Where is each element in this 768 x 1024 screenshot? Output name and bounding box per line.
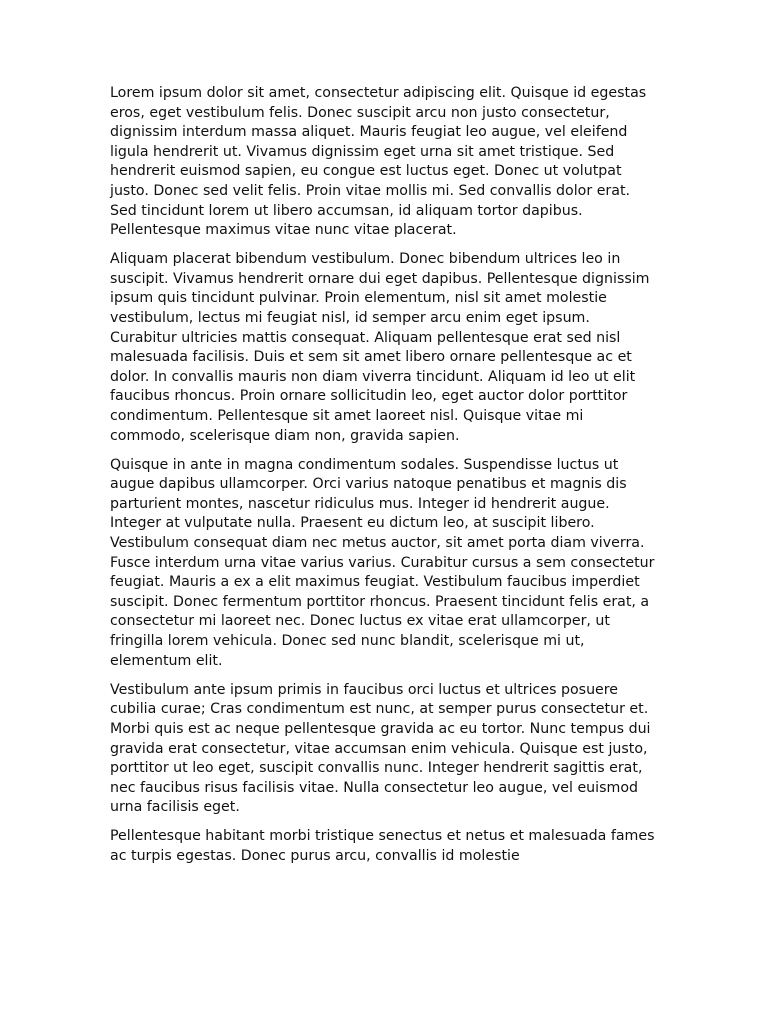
paragraph-3: Quisque in ante in magna condimentum sodales. Suspendisse luctus ut augue dapibus ullamcorper. Orci varius natoque penatibus et magnis dis parturient montes, nascetur ridiculus mus. Integer id hendrerit augue. Integer at vulputate nulla. Praesent eu dictum leo, at suscipit libero. Vestibulum consequat diam nec metus auctor, sit amet porta diam viverra. Fusce interdum urna vitae varius varius. Curabitur cursus a sem consectetur feugiat. Mauris a ex a elit maximus feugiat. Vestibulum faucibus imperdiet suscipit. Donec fermentum porttitor rhoncus. Praesent tincidunt felis erat, a consectetur mi laoreet nec. Donec luctus ex vitae erat ullamcorper, ut fringilla lorem vehicula. Donec sed nunc blandit, scelerisque mi ut, elementum elit.: [110, 456, 655, 669]
paragraph-2: Aliquam placerat bibendum vestibulum. Donec bibendum ultrices leo in suscipit. Vivamus hendrerit ornare dui eget dapibus. Pellentesque dignissim ipsum quis tincidunt pulvinar. Proin elementum, nisl sit amet molestie vestibulum, lectus mi feugiat nisl, id semper arcu enim eget ipsum. Curabitur ultricies mattis consequat. Aliquam pellentesque erat sed nisl malesuada facilisis. Duis et sem sit amet libero ornare pellentesque ac et dolor. In convallis mauris non diam viverra tincidunt. Aliquam id leo ut elit faucibus rhoncus. Proin ornare sollicitudin leo, eget auctor dolor porttitor condimentum. Pellentesque sit amet laoreet nisl. Quisque vitae mi commodo, scelerisque diam non, gravida sapien.: [110, 251, 650, 444]
paragraph-1: Lorem ipsum dolor sit amet, consectetur adipiscing elit. Quisque id egestas eros, eget vestibulum felis. Donec suscipit arcu non justo consectetur, dignissim interdum massa aliquet. Mauris feugiat leo augue, vel eleifend ligula hendrerit ut. Vivamus dignissim eget urna sit amet tristique. Sed hendrerit euismod sapien, eu congue est luctus eget. Donec ut volutpat justo. Donec sed velit felis. Proin vitae mollis mi. Sed convallis dolor erat. Sed tincidunt lorem ut libero accumsan, id aliquam tortor dapibus. Pellentesque maximus vitae nunc vitae placerat.: [110, 85, 647, 239]
document-body: [110, 84, 658, 867]
paragraph-5: Pellentesque habitant morbi tristique senectus et netus et malesuada fames ac turpis egestas. Donec purus arcu, convallis id molestie: [110, 828, 655, 864]
paragraph-4: Vestibulum ante ipsum primis in faucibus orci luctus et ultrices posuere cubilia curae; Cras condimentum est nunc, at semper purus consectetur et. Morbi quis est ac neque pellentesque gravida ac eu tortor. Nunc tempus dui gravida erat consectetur, vitae accumsan enim vehicula. Quisque est justo, porttitor ut leo eget, suscipit convallis nunc. Integer hendrerit sagittis erat, nec faucibus risus facilisis vitae. Nulla consectetur leo augue, vel euismod urna facilisis eget.: [110, 681, 651, 816]
